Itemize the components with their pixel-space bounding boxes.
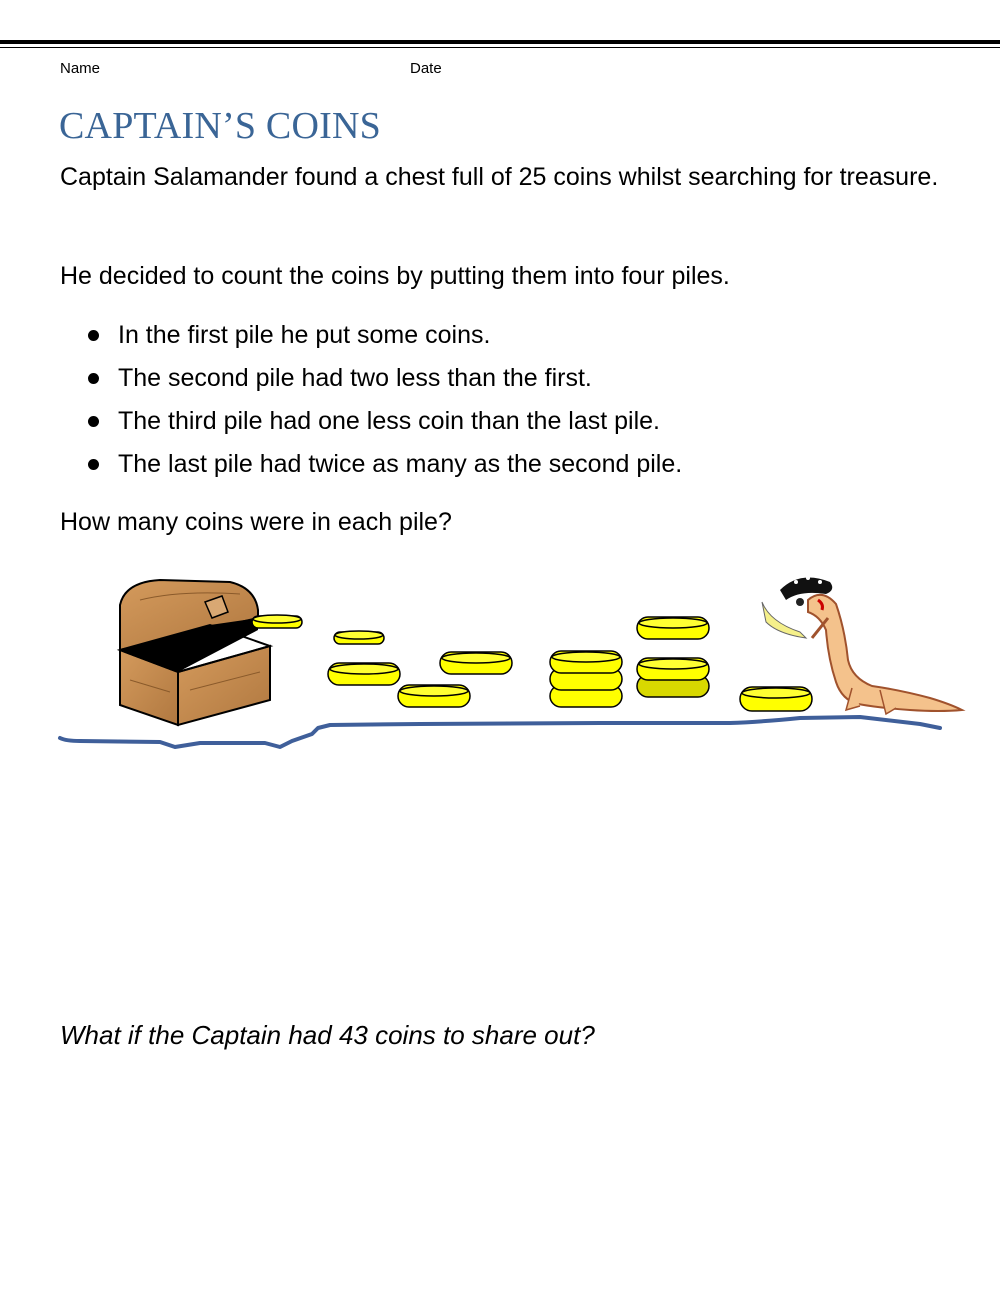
- list-item: [60, 314, 682, 357]
- clue-text: The second pile had two less than the first.: [118, 364, 592, 392]
- clue-text: The last pile had twice as many as the second pile.: [118, 450, 683, 478]
- clue-list: [60, 314, 682, 486]
- gold-coin-icon: [252, 615, 812, 711]
- top-rule-thick: [0, 40, 1000, 44]
- bullet-icon: [88, 330, 99, 341]
- treasure-chest-icon: [120, 580, 270, 725]
- question-text: How many coins were in each pile?: [60, 508, 452, 536]
- clue-text: In the first pile he put some coins.: [118, 321, 491, 349]
- page-title: CAPTAIN’S COINS: [59, 105, 381, 147]
- list-item: [60, 400, 682, 443]
- bullet-icon: [88, 416, 99, 427]
- clue-text: The third pile had one less coin than the last pile.: [118, 407, 661, 435]
- date-label: Date: [410, 60, 442, 77]
- name-label: Name: [60, 60, 101, 77]
- list-item: [60, 357, 682, 400]
- bullet-icon: [88, 459, 99, 470]
- pirate-scene-illustration: [0, 560, 1000, 760]
- bullet-icon: [88, 373, 99, 384]
- intro-text: Captain Salamander found a chest full of 25 coins whilst searching for treasure.: [60, 163, 939, 191]
- top-rule-thin: [0, 47, 1000, 48]
- instruction-text: He decided to count the coins by putting them into four piles.: [60, 262, 730, 290]
- list-item: [60, 443, 682, 486]
- extension-question: What if the Captain had 43 coins to share out?: [60, 1020, 595, 1050]
